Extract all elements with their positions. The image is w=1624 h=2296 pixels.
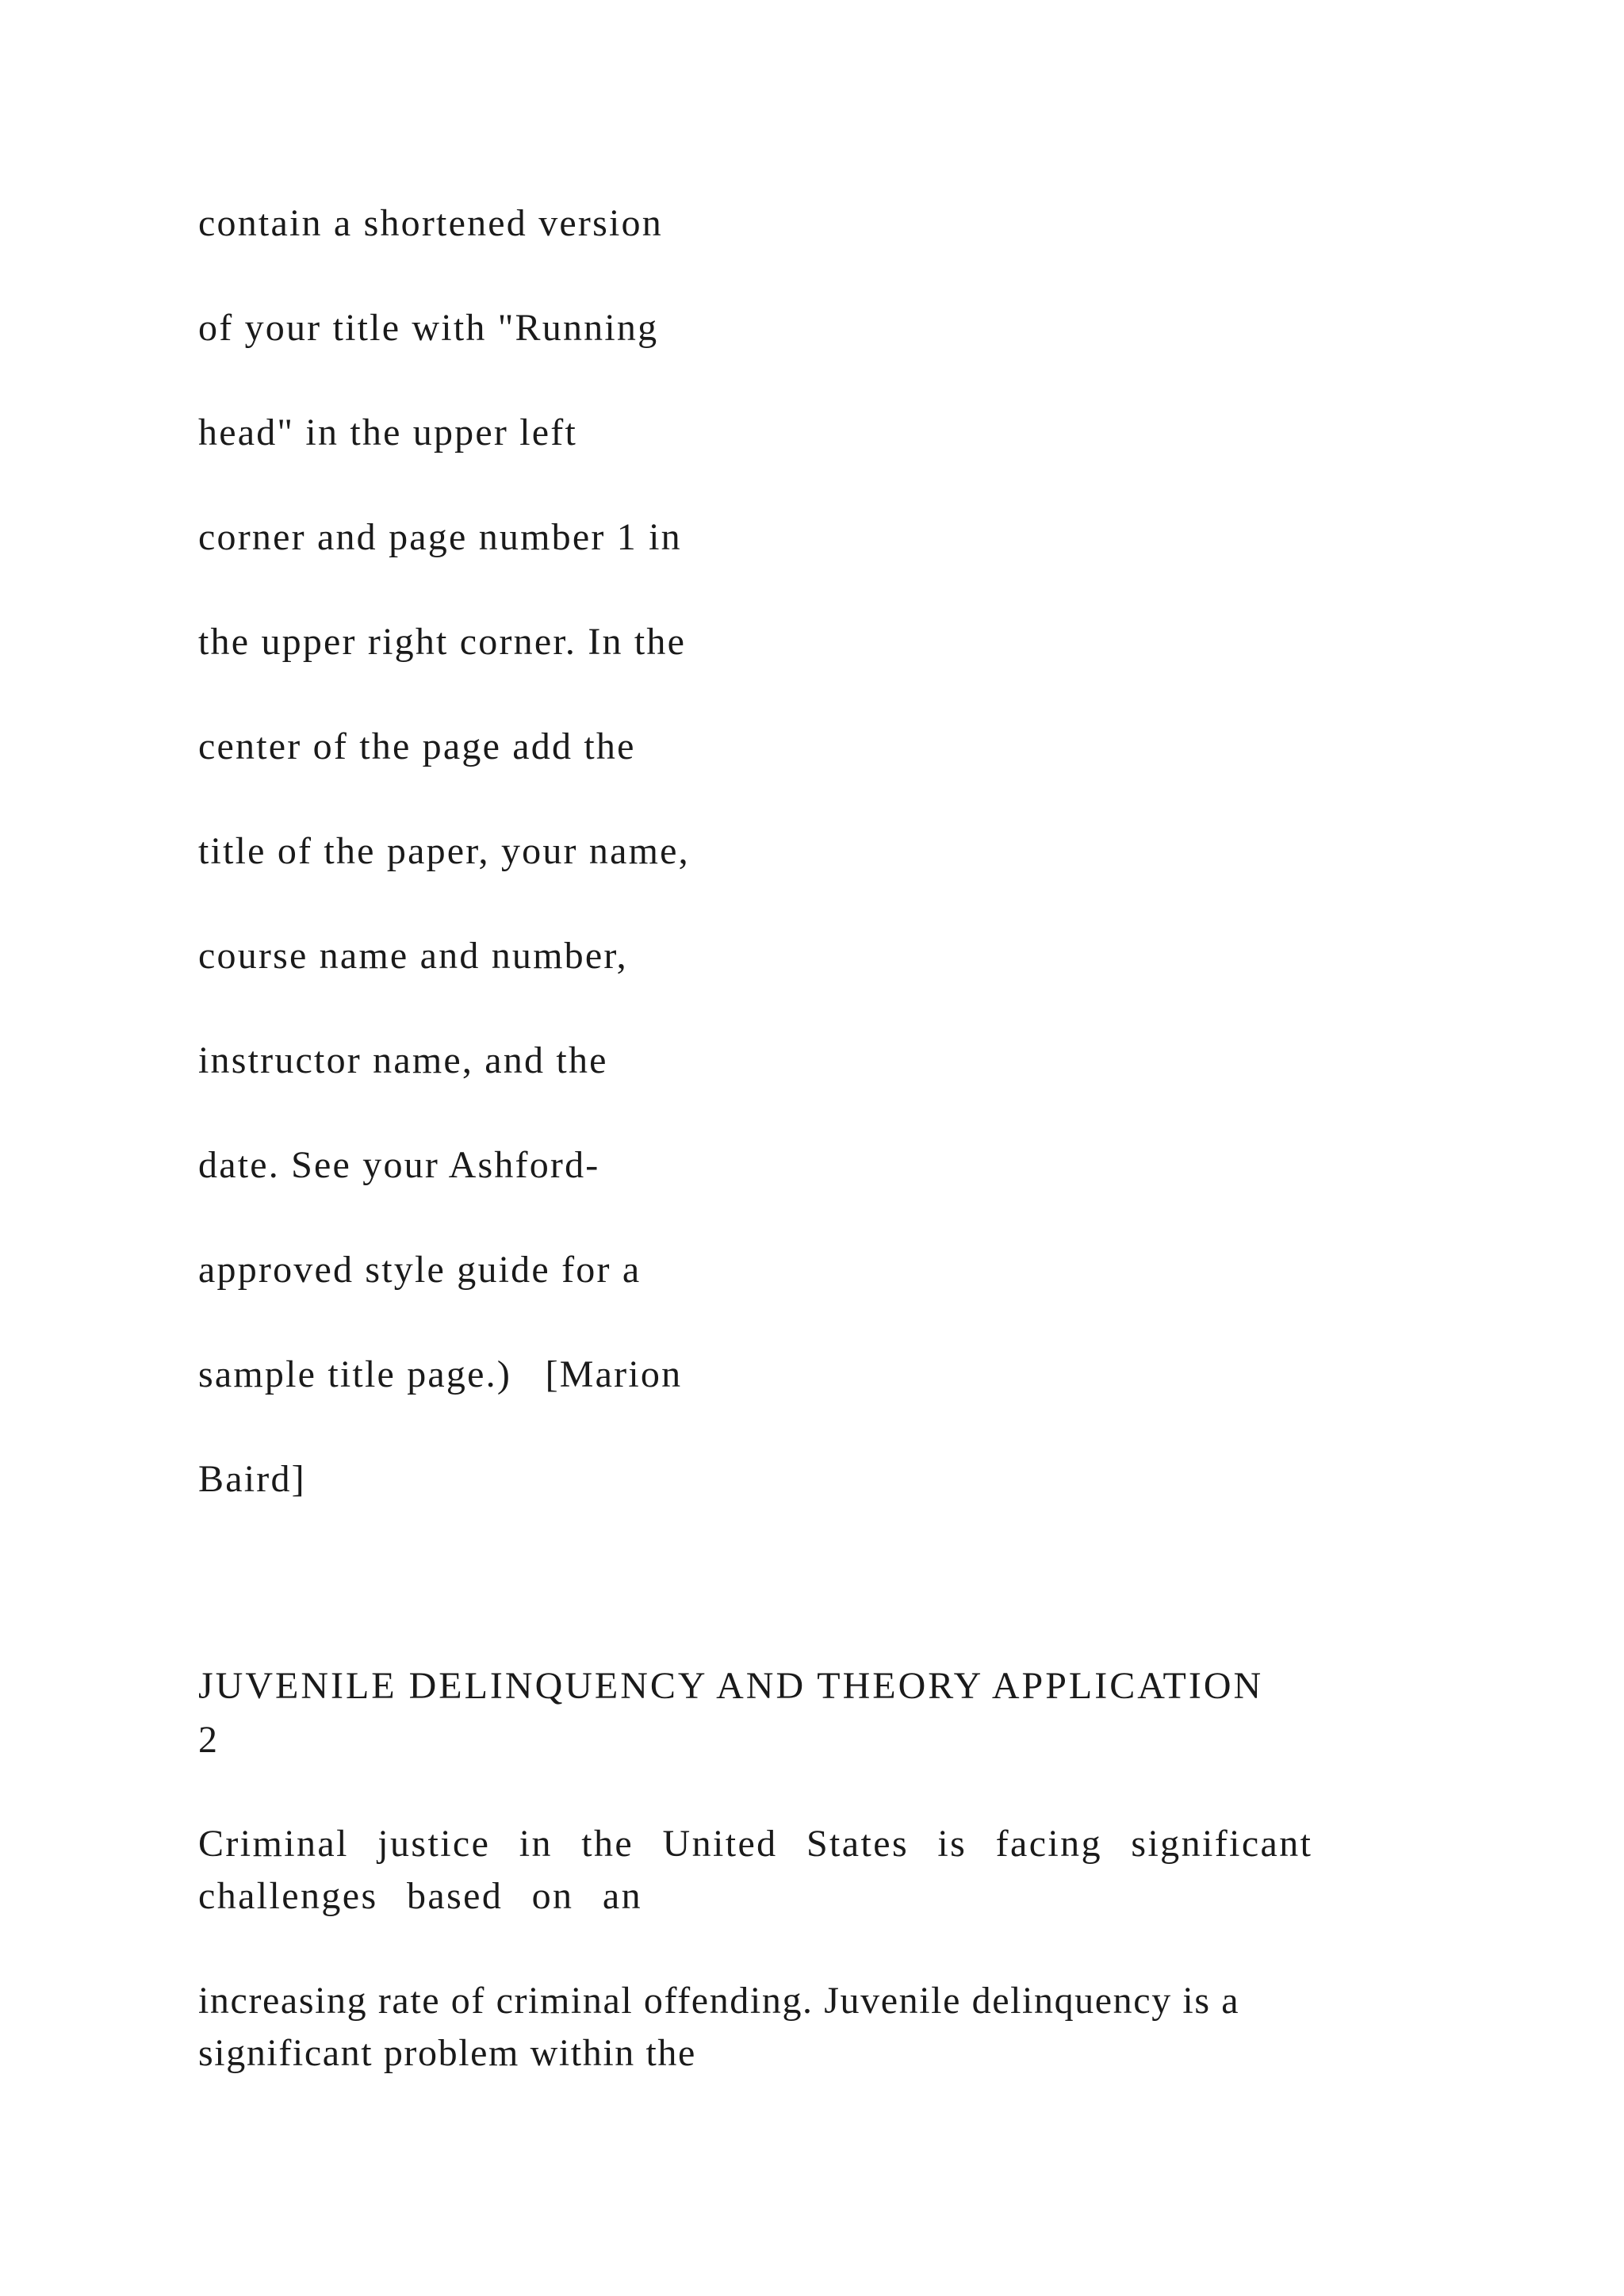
text-line: course name and number, (198, 935, 628, 977)
text-line: date. See your Ashford- (198, 1144, 600, 1186)
text-line: sample title page.) [Marion (198, 1353, 683, 1395)
text-line: head" in the upper left (198, 411, 578, 453)
paragraph-line: Criminal justice in the United States is facing significant (198, 1823, 1313, 1865)
paragraph-line: increasing rate of criminal offending. Juvenile delinquency is a (198, 1980, 1240, 2022)
text-line: instructor name, and the (198, 1039, 608, 1081)
paragraph-line: challenges based on an (198, 1875, 642, 1917)
running-head-page-number: 2 (198, 1719, 220, 1761)
text-line: contain a shortened version (198, 202, 663, 244)
text-line: approved style guide for a (198, 1249, 642, 1291)
text-line: Baird] (198, 1458, 306, 1500)
text-line: title of the paper, your name, (198, 830, 690, 872)
text-line: center of the page add the (198, 725, 636, 767)
text-line: of your title with "Running (198, 307, 659, 349)
text-line: corner and page number 1 in (198, 516, 682, 558)
running-head-title: JUVENILE DELINQUENCY AND THEORY APPLICATION (198, 1665, 1264, 1707)
text-line: the upper right corner. In the (198, 621, 687, 663)
paragraph-line: significant problem within the (198, 2032, 696, 2074)
